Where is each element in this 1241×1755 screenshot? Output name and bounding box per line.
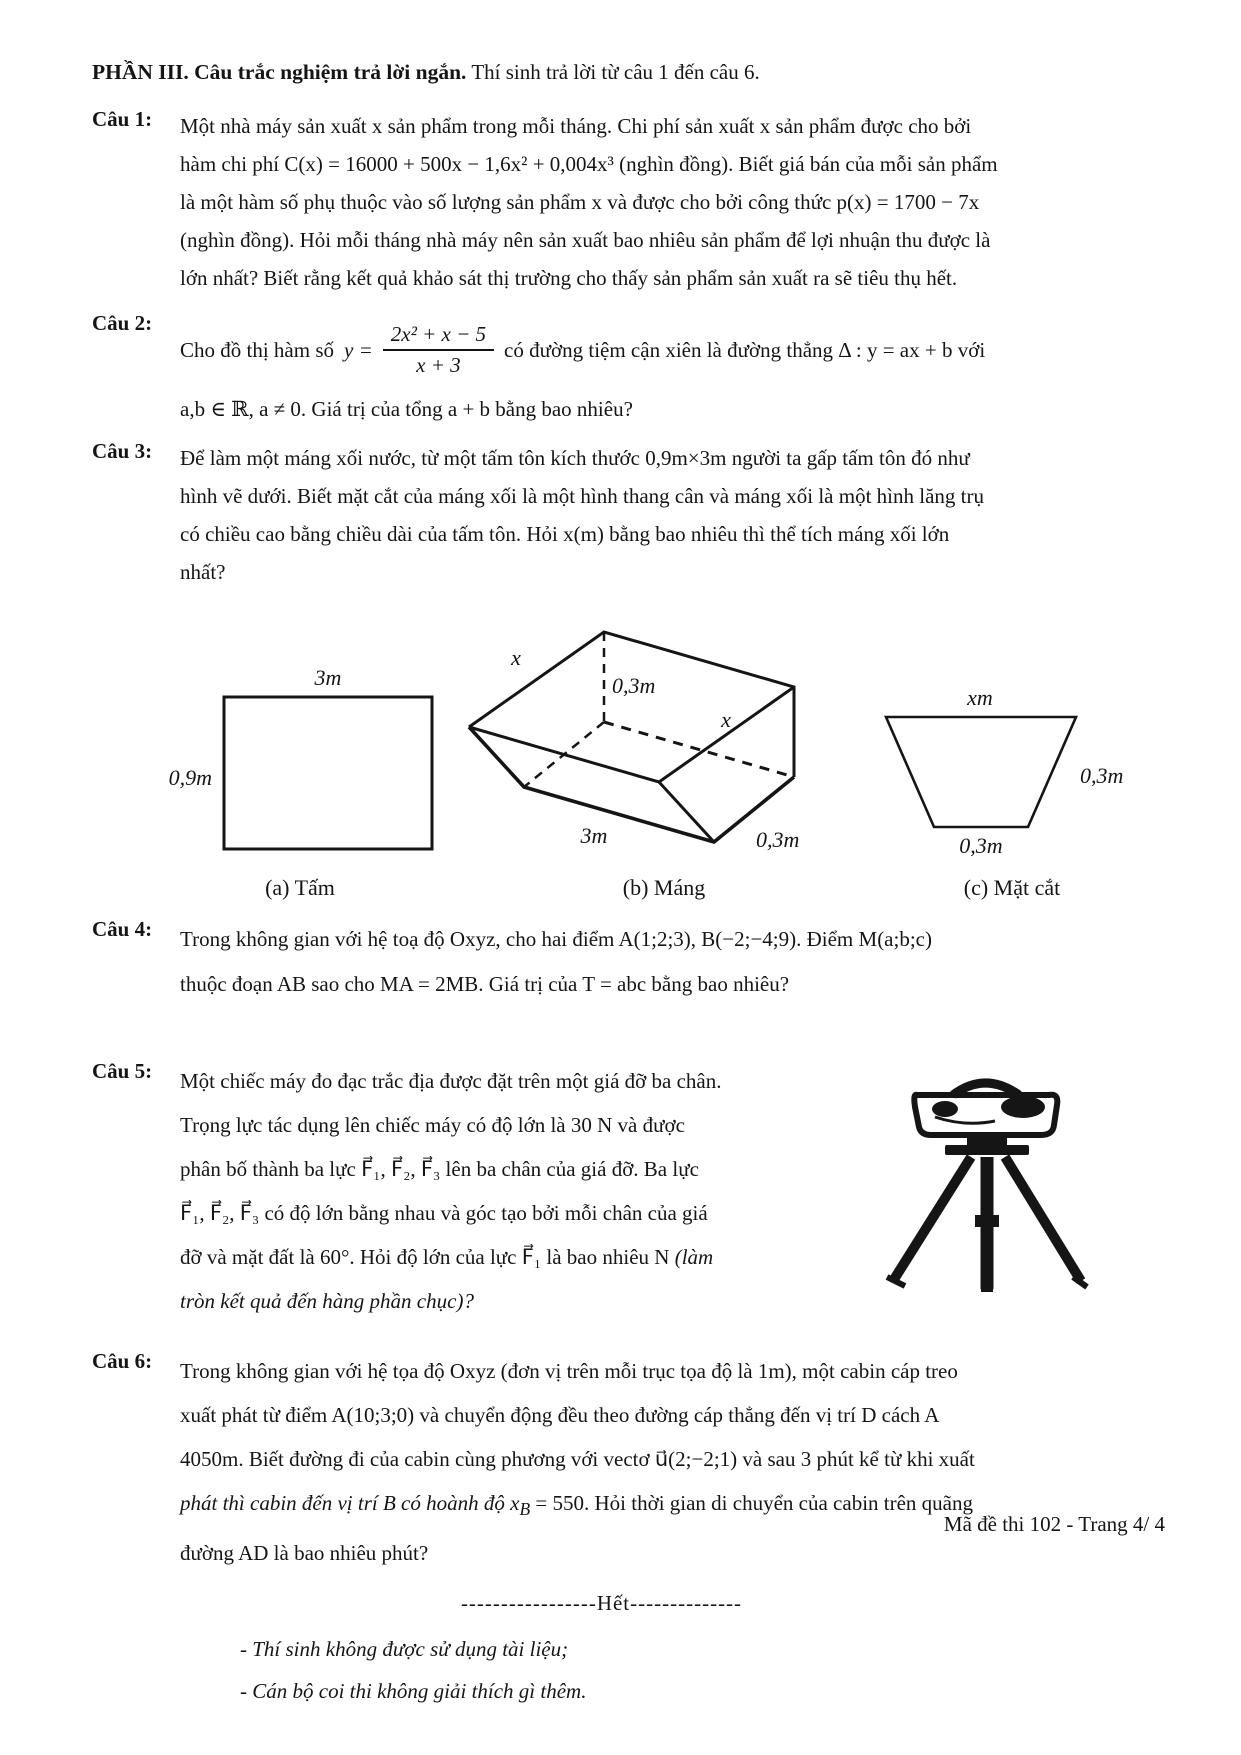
section-header [92,60,1171,85]
question-5-line: F⃗₁, F⃗₂, F⃗₃ có độ lớn bằng nhau và góc tạo bởi mỗi chân của giá [180,1201,708,1225]
figure-c-cross-section [878,687,1146,901]
question-1-line: lớn nhất? Biết rằng kết quả khảo sát thị trường cho thấy sản phẩm sản xuất ra sẽ tiêu thụ hết. [180,266,958,290]
question-1-body [180,107,1171,297]
question-3-line: Để làm một máng xối nước, từ một tấm tôn kích thước 0,9m×3m người ta gấp tấm tôn đó như [180,446,970,470]
question-6-body [180,1349,1171,1575]
question-6-line: 4050m. Biết đường đi của cabin cùng phương với vectơ u⃗(2;−2;1) và sau 3 phút kể từ khi xuất [180,1447,975,1471]
math-y-equals: y = [344,337,373,362]
question-3 [92,439,1171,591]
question-5-line5-italic: (làm [674,1245,714,1269]
question-6-line: Trong không gian với hệ tọa độ Oxyz (đơn vị trên mỗi trục tọa độ là 1m), một cabin cáp treo [180,1359,958,1383]
question-4 [92,917,1171,1007]
question-5-line5-pre: đỡ và mặt đất là 60°. Hỏi độ lớn của lực F⃗₁ là bao nhiêu N [180,1245,675,1269]
sheet-rectangle [224,697,432,849]
trough-length-label: 3m [580,823,608,848]
figure-a-caption: (a) Tấm [265,875,335,900]
cross-section-bottom-label: 0,3m [959,833,1003,858]
question-3-body [180,439,1171,591]
question-2 [92,311,1171,429]
question-4-line: thuộc đoạn AB sao cho MA = 2MB. Giá trị của T = abc bằng bao nhiêu? [180,972,790,996]
instrument-eyepiece [932,1101,958,1117]
question-5-image-area [800,1059,1171,1323]
tripod-right-leg [1005,1157,1081,1281]
question-5-line [180,1235,800,1279]
question-3-line: hình vẽ dưới. Biết mặt cắt của máng xối là một hình thang cân và máng xối là một hình lăng trụ [180,484,984,508]
question-1-line: là một hàm số phụ thuộc vào số lượng sản phẩm x và được cho bởi công thức p(x) = 1700 − 7x [180,190,980,214]
figure-b-caption: (b) Máng [622,875,706,900]
tripod-collar [975,1215,999,1227]
question-2-label: Câu 2: [92,311,153,335]
question-3-figures [150,597,1146,901]
question-6-line: xuất phát từ điểm A(10;3;0) và chuyển động đều theo đường cáp thẳng đến vị trí D cách A [180,1403,940,1427]
question-5 [92,1059,1171,1323]
question-6-line4-post: = 550. Hỏi thời gian di chuyển của cabin trên quãng [530,1491,973,1515]
end-marker: -----------------Hết-------------- [460,1591,743,1616]
question-5-line: phân bố thành ba lực F⃗₁, F⃗₂, F⃗₃ lên ba chân của giá đỡ. Ba lực [180,1157,699,1181]
trough-depth-label: 0,3m [612,673,656,698]
question-6 [92,1349,1171,1575]
question-2-body [180,311,1171,429]
trough-x2-label: x [721,707,731,732]
question-2-post: có đường tiệm cận xiên là đường thẳng Δ : y = ax + b với [504,337,986,362]
figure-b-trough [454,597,874,901]
exam-notes [240,1628,1241,1712]
question-1-line: Một nhà máy sản xuất x sản phẩm trong mỗi tháng. Chi phí sản xuất x sản phẩm được cho bởi [180,114,972,138]
question-4-label: Câu 4: [92,917,153,941]
figure-a-sheet [150,663,450,901]
trough-hidden-edge [604,722,794,777]
question-1-label: Câu 1: [92,107,153,131]
question-2-line [180,311,1171,389]
question-1-line: (nghìn đồng). Hỏi mỗi tháng nhà máy nên sản xuất bao nhiêu sản phẩm để lợi nhuận thu được là [180,228,991,252]
instrument-lens [1001,1096,1045,1118]
question-2-line: a,b ∈ ℝ, a ≠ 0. Giá trị của tổng a + b bằng bao nhiêu? [180,397,633,421]
fraction-numerator: 2x² + x − 5 [383,322,494,351]
figure-c-caption: (c) Mặt cắt [963,875,1061,900]
question-1-line: hàm chi phí C(x) = 16000 + 500x − 1,6x² + 0,004x³ (nghìn đồng). Biết giá bán của mỗi sản phẩm [180,152,998,176]
question-5-line: Một chiếc máy đo đạc trắc địa được đặt trên một giá đỡ ba chân. [180,1069,722,1093]
cross-section-diagram [878,687,1146,859]
question-5-text [180,1059,800,1323]
cross-section-trapezoid [886,717,1076,827]
surveying-instrument-image [855,1065,1117,1299]
trough-bottom-edges [469,727,794,842]
question-2-pre: Cho đồ thị hàm số [180,337,335,362]
trough-x-label: x [511,645,521,670]
question-5-label: Câu 5: [92,1059,153,1083]
tripod-left-leg [893,1157,971,1281]
fraction-denominator: x + 3 [416,353,461,377]
note-no-materials: - Thí sinh không được sử dụng tài liệu; [240,1637,569,1662]
question-3-line: có chiều cao bằng chiều dài của tấm tôn. Hỏi x(m) bằng bao nhiêu thì thể tích máng xối lớn [180,522,950,546]
question-3-label: Câu 3: [92,439,153,463]
question-6-line: đường AD là bao nhiêu phút? [180,1541,429,1566]
question-4-body [180,917,1171,1007]
section-header-rest: Thí sinh trả lời từ câu 1 đến câu 6. [471,60,760,84]
trough-front-rim [469,687,794,782]
cross-section-top-label: xm [967,687,993,710]
trough-side-label: 0,3m [756,827,800,852]
page-number: Mã đề thi 102 - Trang 4/ 4 [943,1512,1165,1536]
sheet-left-dimension: 0,9m [168,765,212,790]
cross-section-right-label: 0,3m [1080,763,1124,788]
sheet-diagram [150,663,450,859]
question-5-line: Trọng lực tác dụng lên chiếc máy có độ lớn là 30 N và được [180,1113,685,1137]
sheet-top-dimension: 3m [314,665,342,690]
note-no-explanation: - Cán bộ coi thi không giải thích gì thêm. [240,1679,587,1704]
question-5-body [180,1059,1171,1323]
question-6-label: Câu 6: [92,1349,153,1373]
trough-diagram [454,597,874,859]
question-4-line: Trong không gian với hệ toạ độ Oxyz, cho hai điểm A(1;2;3), B(−2;−4;9). Điểm M(a;b;c) [180,927,932,951]
question-1 [92,107,1171,297]
question-6-line4-subscript: B [519,1499,531,1520]
question-3-line: nhất? [180,560,226,584]
question-5-line: tròn kết quả đến hàng phần chục)? [180,1289,474,1313]
section-header-bold: PHẦN III. Câu trắc nghiệm trả lời ngắn. [92,60,467,84]
math-fraction [383,322,494,378]
question-6-line4-pre: phát thì cabin đến vị trí B có hoành độ x [180,1491,520,1515]
